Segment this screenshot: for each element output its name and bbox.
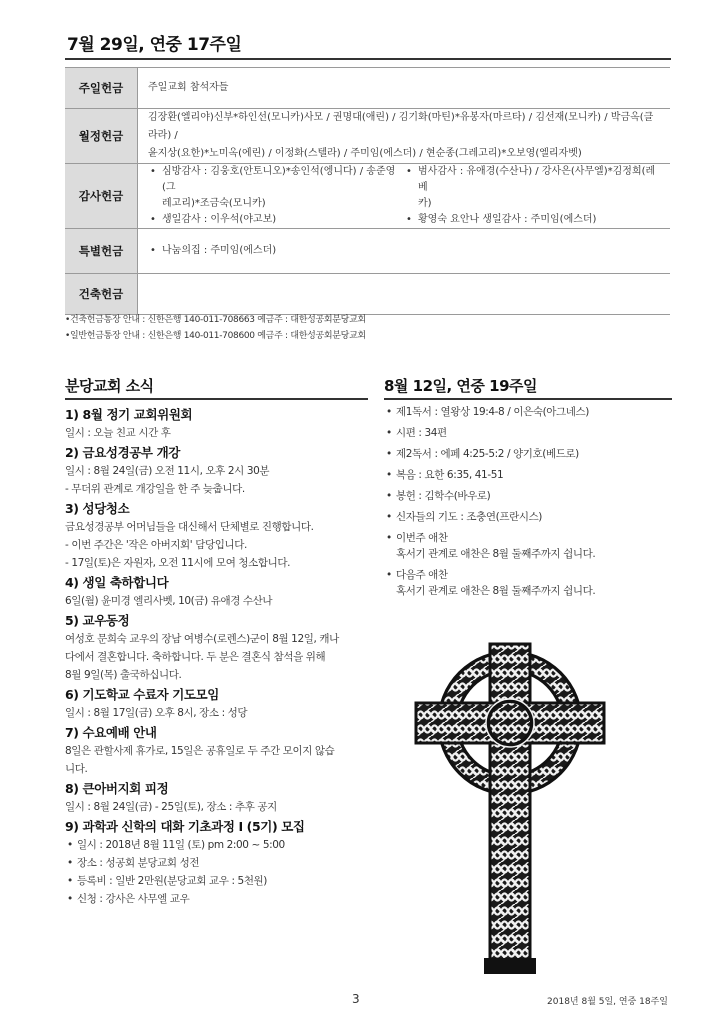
offering-label: 특별헌금 (65, 229, 138, 274)
list-item: • 생일감사 : 이우석(야고보) (162, 212, 404, 228)
news-item (65, 612, 365, 684)
news-item-bullet: • 일시 : 2018년 8월 11일 (토) pm 2:00 ~ 5:00 (65, 836, 365, 854)
news-item-line: - 이번 주간은 '작은 아버지회' 담당입니다. (65, 539, 247, 551)
offering-row-sunday (65, 68, 670, 109)
list-item: • 다음주 애찬 혹서기 관계로 애찬은 8월 둘째주까지 쉽니다. (384, 567, 674, 599)
list-item: • 제2독서 : 에페 4:25-5:2 / 양기호(베드로) (384, 446, 674, 462)
news-item-title: 8) 큰아버지회 피정 (65, 781, 169, 796)
news-item (65, 724, 365, 778)
offering-label: 건축헌금 (65, 274, 138, 315)
news-item-title: 6) 기도학교 수료자 기도모임 (65, 687, 219, 702)
news-item-bullet: • 등록비 : 일반 2만원(분당교회 교우 : 5천원) (65, 872, 365, 890)
list-item: • 시편 : 34편 (384, 425, 674, 441)
news-list (65, 404, 365, 908)
page-title: 7월 29일, 연중 17주일 (67, 35, 242, 55)
news-item (65, 818, 365, 908)
offering-row-building (65, 274, 670, 315)
news-item-title: 1) 8월 정기 교회위원회 (65, 407, 193, 422)
thanks-right-list (404, 164, 660, 228)
news-item-line: 6일(월) 윤미경 엘리사벳, 10(금) 유애경 수산나 (65, 595, 273, 607)
list-item: • 신자들의 기도 : 조충연(프란시스) (384, 509, 674, 525)
news-item (65, 780, 365, 816)
news-item-line: 8일은 관할사제 휴가로, 15일은 공휴일로 두 주간 모이지 않습 (65, 745, 335, 757)
news-item-line: 다에서 결혼합니다. 축하합니다. 두 분은 결혼식 참석을 위해 (65, 651, 326, 663)
news-item (65, 406, 365, 442)
offering-row-special (65, 229, 670, 274)
list-item: • 황영숙 요안나 생일감사 : 주미임(에스더) (418, 212, 660, 228)
list-item: • 봉헌 : 김학수(바우로) (384, 488, 674, 504)
news-divider (65, 398, 368, 400)
offering-label: 주일헌금 (65, 68, 138, 109)
offering-row-thanks (65, 164, 670, 229)
news-item-line: 여성호 문희숙 교우의 장남 여병수(로렌스)군이 8월 12일, 캐나 (65, 633, 339, 645)
offering-value (138, 164, 671, 229)
news-item-line: - 무더위 관계로 개강일을 한 주 늦춥니다. (65, 483, 245, 495)
offering-value: 주일교회 참석자들 (138, 68, 671, 109)
news-item-bullet: • 장소 : 성공회 분당교회 성전 (65, 854, 365, 872)
news-item (65, 444, 365, 498)
title-divider (65, 58, 671, 60)
news-item (65, 500, 365, 572)
offering-label: 월정헌금 (65, 109, 138, 164)
thanks-left-list (148, 164, 404, 228)
news-item-title: 9) 과학과 신학의 대화 기초과정 I (5기) 모집 (65, 819, 305, 834)
news-item-line: 금요성경공부 어머님들을 대신해서 단체별로 진행합니다. (65, 521, 314, 533)
offering-label: 감사헌금 (65, 164, 138, 229)
page-number: 3 (352, 992, 360, 1006)
news-item-line: 일시 : 8월 24일(금) - 25일(토), 장소 : 추후 공지 (65, 801, 277, 813)
news-item-bullet: • 신청 : 강사은 사무엘 교우 (65, 890, 365, 908)
offering-row-monthly (65, 109, 670, 164)
offering-line: 윤지상(요한)*노미옥(에린) / 이정화(스텔라) / 주미임(에스더) / 현순종(그레고리)*오보영(엘리자벳) (148, 148, 582, 159)
news-item-line: 일시 : 8월 17일(금) 오후 8시, 장소 : 성당 (65, 707, 248, 719)
news-item-title: 7) 수요예배 안내 (65, 725, 157, 740)
news-item (65, 686, 365, 722)
footer-date: 2018년 8월 5일, 연중 18주일 (547, 997, 668, 1007)
next-week-divider (384, 398, 672, 400)
offering-table (65, 67, 670, 315)
bank-note: •건축헌금통장 안내 : 신한은행 140-011-708663 예금주 : 대한성공회분당교회 (65, 315, 366, 325)
news-item-line: - 17일(토)은 자원자, 오전 11시에 모여 청소합니다. (65, 557, 291, 569)
news-item-title: 3) 성당청소 (65, 501, 130, 516)
offering-value (138, 274, 671, 315)
news-item-line: 8월 9일(목) 출국하십니다. (65, 669, 182, 681)
list-item: • 복음 : 요한 6:35, 41-51 (384, 467, 674, 483)
bank-note: •일반헌금통장 안내 : 신한은행 140-011-708600 예금주 : 대한성공회분당교회 (65, 331, 366, 341)
list-item: • 제1독서 : 열왕상 19:4-8 / 이은숙(아그네스) (384, 404, 674, 420)
news-item-line: 일시 : 오늘 친교 시간 후 (65, 427, 171, 439)
list-item: • 나눔의집 : 주미임(에스더) (162, 243, 660, 259)
offering-line: 김장환(엘리야)신부*하인선(모니카)사모 / 권명대(애린) / 김기화(마틴)*유봉자(마르타) / 김선재(모니카) / 박금옥(클라라) / (148, 112, 654, 141)
news-item (65, 574, 365, 610)
celtic-cross-icon (410, 638, 610, 978)
list-item: • 이번주 애찬 혹서기 관계로 애찬은 8월 둘째주까지 쉽니다. (384, 530, 674, 562)
news-item-line: 니다. (65, 763, 88, 775)
list-item: • 심방감사 : 김웅호(안토니오)*송인석(엥니다) / 송준영(그 레고리)*조금숙(모니카) (162, 164, 404, 212)
offering-value (138, 109, 671, 164)
next-week-list (384, 404, 674, 604)
list-item: • 범사감사 : 유애경(수산나) / 강사은(사무엘)*김정희(레베 카) (418, 164, 660, 212)
next-week-title: 8월 12일, 연중 19주일 (384, 377, 537, 395)
news-section-title: 분당교회 소식 (65, 377, 154, 395)
news-item-title: 4) 생일 축하합니다 (65, 575, 169, 590)
news-item-title: 5) 교우동정 (65, 613, 130, 628)
news-item-title: 2) 금요성경공부 개강 (65, 445, 180, 460)
offering-value (138, 229, 671, 274)
news-item-line: 일시 : 8월 24일(금) 오전 11시, 오후 2시 30분 (65, 465, 270, 477)
